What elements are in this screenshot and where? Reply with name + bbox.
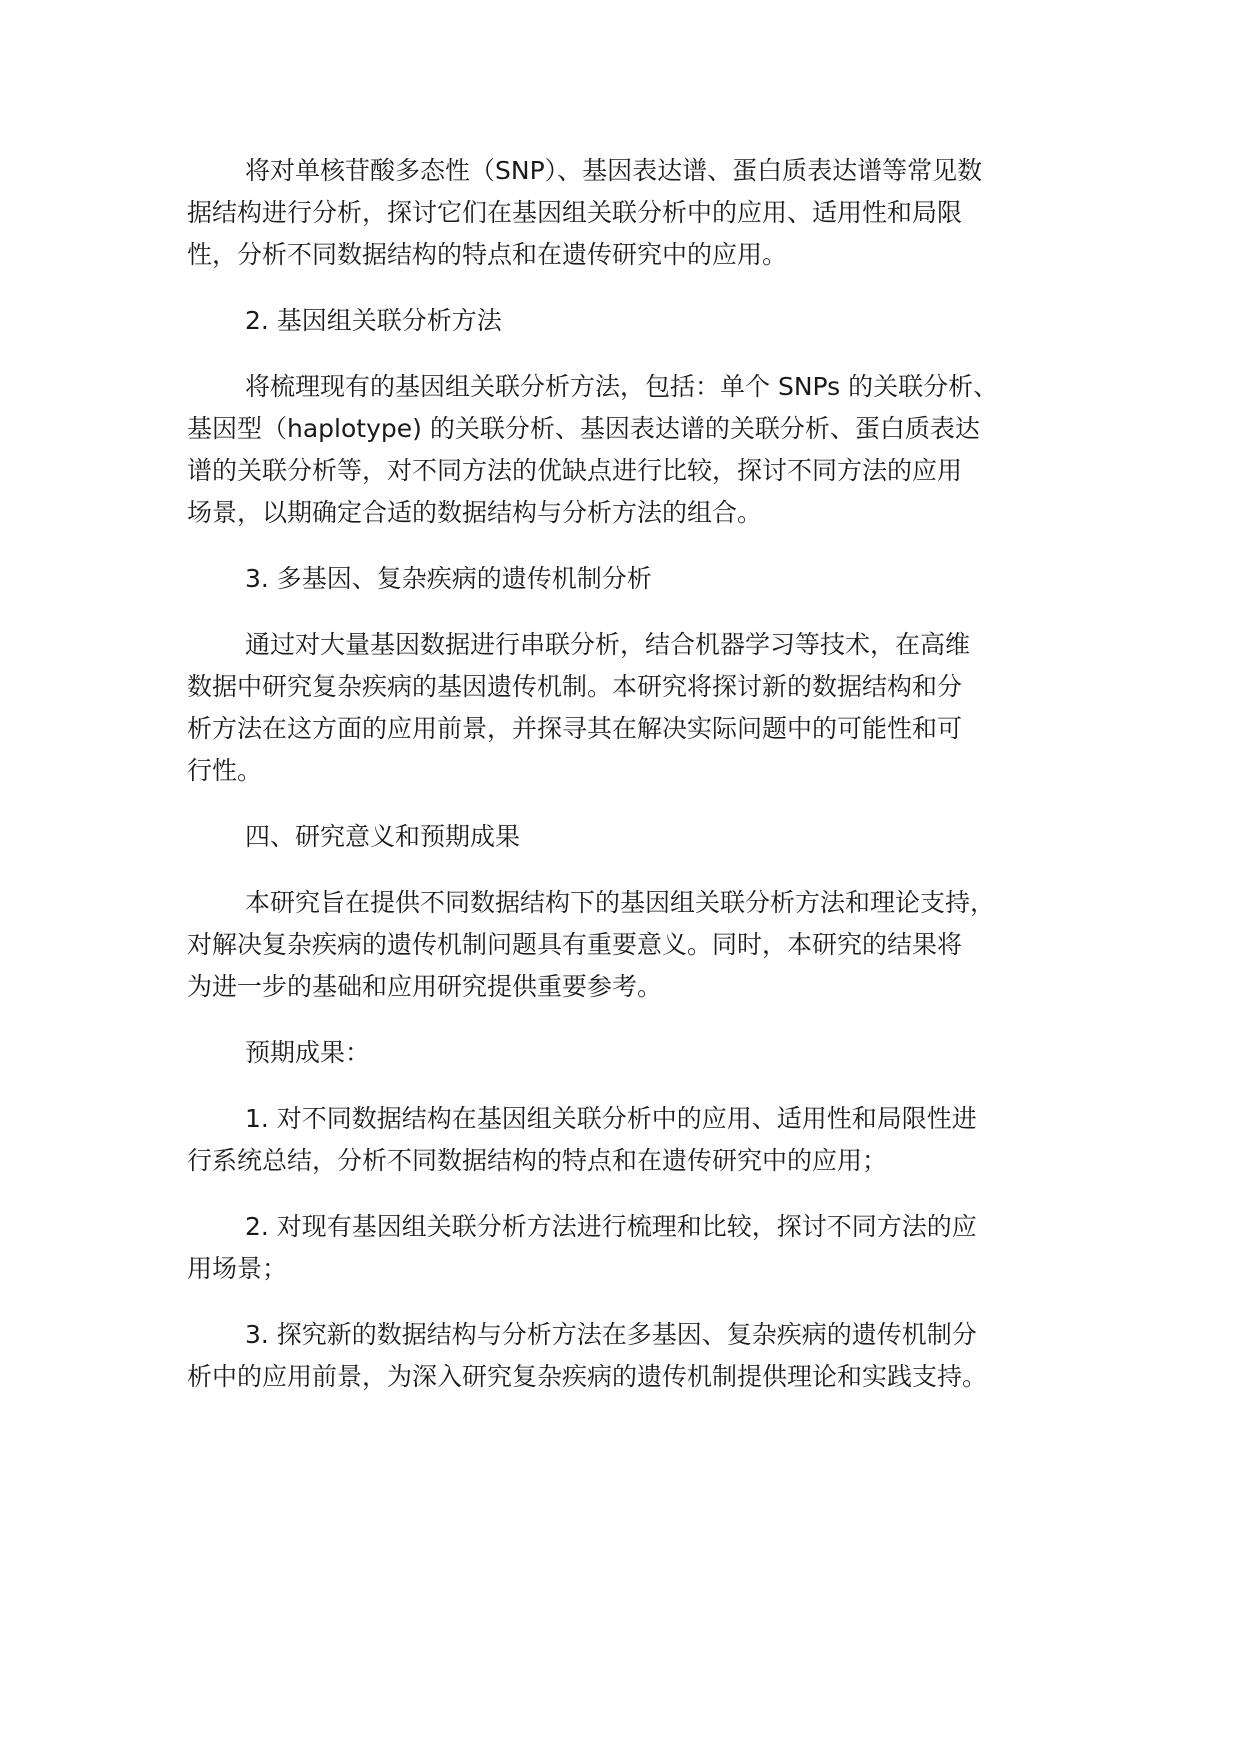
- section-heading: 预期成果：: [245, 1038, 371, 1067]
- text-line: 1. 对不同数据结构在基因组关联分析中的应用、适用性和局限性进: [245, 1104, 977, 1133]
- text-line: 行性。: [187, 756, 263, 785]
- text-line: 场景，以期确定合适的数据结构与分析方法的组合。: [187, 498, 763, 527]
- heading-significance: [187, 816, 1087, 858]
- text-line: 为进一步的基础和应用研究提供重要参考。: [187, 972, 663, 1001]
- text-line: 将对单核苷酸多态性（SNP）、基因表达谱、蛋白质表达谱等常见数: [245, 156, 983, 185]
- text-line: 行系统总结，分析不同数据结构的特点和在遗传研究中的应用；: [187, 1146, 888, 1175]
- section-heading: 四、研究意义和预期成果: [245, 822, 521, 851]
- heading-gwas-methods: [187, 300, 1087, 342]
- list-item-3: [187, 1314, 1087, 1398]
- paragraph-gwas-methods: [187, 366, 1087, 534]
- text-line: 对解决复杂疾病的遗传机制问题具有重要意义。同时，本研究的结果将: [187, 930, 963, 959]
- text-line: 将梳理现有的基因组关联分析方法，包括：单个 SNPs 的关联分析、: [245, 372, 999, 401]
- text-line: 性，分析不同数据结构的特点和在遗传研究中的应用。: [187, 240, 788, 269]
- text-line: 析中的应用前景，为深入研究复杂疾病的遗传机制提供理论和实践支持。: [187, 1362, 988, 1391]
- paragraph-data-structures: [187, 150, 1087, 276]
- text-line: 基因型（haplotype) 的关联分析、基因表达谱的关联分析、蛋白质表达: [187, 414, 980, 443]
- text-line: 数据中研究复杂疾病的基因遗传机制。本研究将探讨新的数据结构和分: [187, 672, 963, 701]
- text-line: 2. 对现有基因组关联分析方法进行梳理和比较，探讨不同方法的应: [245, 1212, 977, 1241]
- section-heading: 3. 多基因、复杂疾病的遗传机制分析: [245, 564, 652, 593]
- paragraph-complex-disease: [187, 624, 1087, 792]
- list-item-2: [187, 1206, 1087, 1290]
- text-line: 用场景；: [187, 1254, 288, 1283]
- text-line: 3. 探究新的数据结构与分析方法在多基因、复杂疾病的遗传机制分: [245, 1320, 977, 1349]
- paragraph-significance: [187, 882, 1087, 1008]
- text-line: 通过对大量基因数据进行串联分析，结合机器学习等技术，在高维: [245, 630, 971, 659]
- text-line: 据结构进行分析，探讨它们在基因组关联分析中的应用、适用性和局限: [187, 198, 963, 227]
- text-line: 析方法在这方面的应用前景，并探寻其在解决实际问题中的可能性和可: [187, 714, 963, 743]
- document-body: [187, 150, 1087, 1398]
- text-line: 本研究旨在提供不同数据结构下的基因组关联分析方法和理论支持，: [245, 888, 996, 917]
- heading-complex-disease: [187, 558, 1087, 600]
- heading-expected-results: [187, 1032, 1087, 1074]
- text-line: 谱的关联分析等，对不同方法的优缺点进行比较，探讨不同方法的应用: [187, 456, 963, 485]
- section-heading: 2. 基因组关联分析方法: [245, 306, 502, 335]
- list-item-1: [187, 1098, 1087, 1182]
